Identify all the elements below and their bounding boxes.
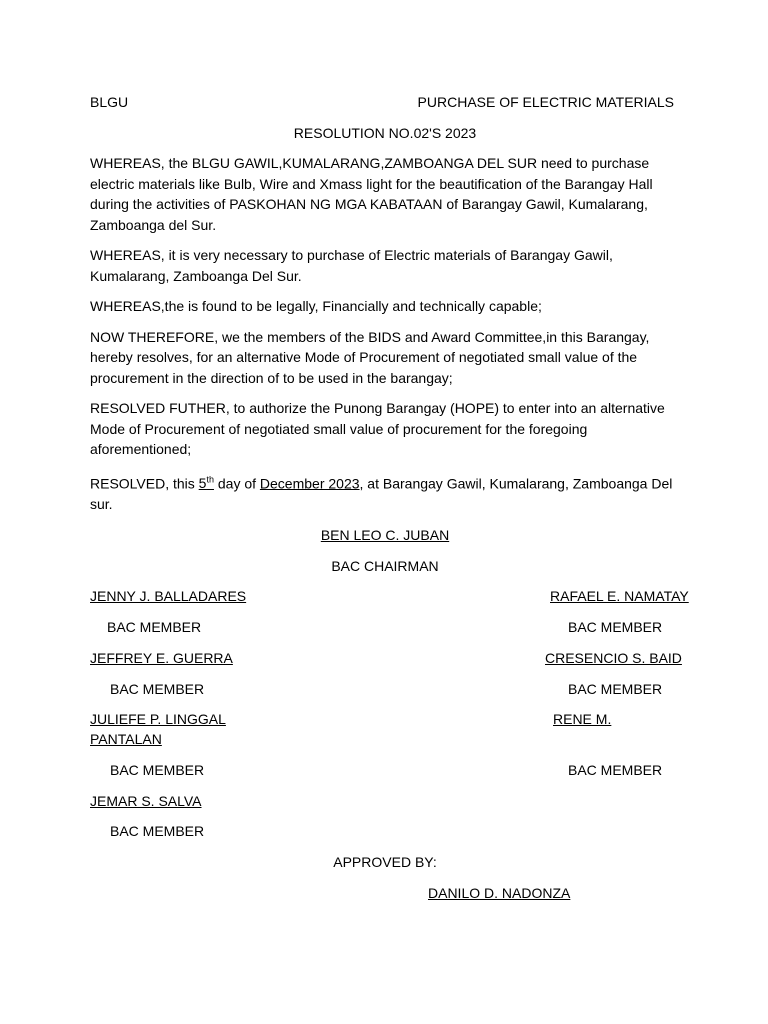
members-row-2 [90, 648, 680, 668]
member-role-pantalan: BAC MEMBER [568, 762, 663, 779]
member-role-salva: BAC MEMBER [110, 823, 205, 840]
whereas-paragraph-1: WHEREAS, the BLGU GAWIL,KUMALARANG,ZAMBOANGA DEL SUR need to purchase electric materials like Bulb, Wire and Xmass light for the beautification of the Barangay Hall during the activities of PASKOHAN NG MGA KABATAAN of Barangay Gawil, Kumalarang, Zamboanga del Sur. [90, 155, 653, 233]
members-role-row-3 [90, 760, 680, 780]
chairman-role: BAC CHAIRMAN [331, 558, 439, 575]
member-name-salva: JEMAR S. SALVA [90, 793, 202, 810]
member-role-guerra: BAC MEMBER [110, 681, 205, 698]
resolution-document [90, 92, 689, 903]
header-left: BLGU [90, 94, 129, 110]
resolved-day-number: 5 [198, 475, 207, 492]
member-role-baid: BAC MEMBER [568, 681, 663, 698]
document-header [90, 92, 680, 112]
members-row-3-wrap [90, 729, 680, 749]
resolved-date-paragraph [90, 470, 680, 515]
member-name-baid: CRESENCIO S. BAID [545, 650, 682, 667]
member-name-namatay: RAFAEL E. NAMATAY [550, 588, 689, 605]
resolved-date: December 2023 [259, 475, 360, 492]
resolved-further-paragraph: RESOLVED FUTHER, to authorize the Punong Barangay (HOPE) to enter into an alternative Mode of Procurement of negotiated small value of procurement for the foregoing aforementioned; [90, 400, 665, 457]
now-therefore-paragraph: NOW THEREFORE, we the members of the BIDS and Award Committee,in this Barangay, hereby resolves, for an alternative Mode of Procurement of negotiated small value of the procurement in the direction of to be used in the barangay; [90, 328, 650, 386]
resolved-rest: , at Barangay Gawil, Kumalarang, Zamboanga Del sur. [90, 475, 673, 512]
members-role-row-2 [90, 679, 680, 699]
member-name-balladares: JENNY J. BALLADARES [90, 588, 247, 605]
approver-name: DANILO D. NADONZA [428, 885, 571, 902]
members-row-4 [90, 791, 680, 811]
resolved-middle: day of [213, 475, 260, 492]
header-right: PURCHASE OF ELECTRIC MATERIALS [417, 94, 674, 110]
resolved-day-suffix: th [206, 474, 214, 485]
member-name-pantalan-last: PANTALAN [90, 731, 162, 748]
member-role-balladares: BAC MEMBER [107, 619, 202, 636]
members-row-1 [90, 586, 689, 606]
approver-signature [90, 883, 680, 903]
members-row-3 [90, 709, 680, 729]
whereas-paragraph-3: WHEREAS,the is found to be legally, Financially and technically capable; [90, 298, 542, 314]
chairman-signature [90, 525, 680, 545]
member-role-namatay: BAC MEMBER [568, 619, 663, 636]
whereas-paragraph-2: WHEREAS, it is very necessary to purchase of Electric materials of Barangay Gawil, Kumalarang, Zamboanga Del Sur. [90, 247, 613, 284]
member-name-guerra: JEFFREY E. GUERRA [90, 650, 233, 667]
resolved-prefix: RESOLVED, this [90, 475, 199, 492]
resolved-day [199, 475, 214, 491]
members-role-row-1 [90, 617, 680, 637]
members-role-row-4 [90, 821, 680, 841]
resolution-title: RESOLUTION NO.02'S 2023 [293, 125, 477, 141]
chairman-name: BEN LEO C. JUBAN [320, 527, 450, 544]
approved-by-label: APPROVED BY: [333, 854, 437, 871]
member-role-linggal: BAC MEMBER [110, 762, 205, 779]
member-name-linggal: JULIEFE P. LINGGAL [90, 711, 226, 728]
member-name-pantalan-first: RENE M. [553, 711, 612, 728]
